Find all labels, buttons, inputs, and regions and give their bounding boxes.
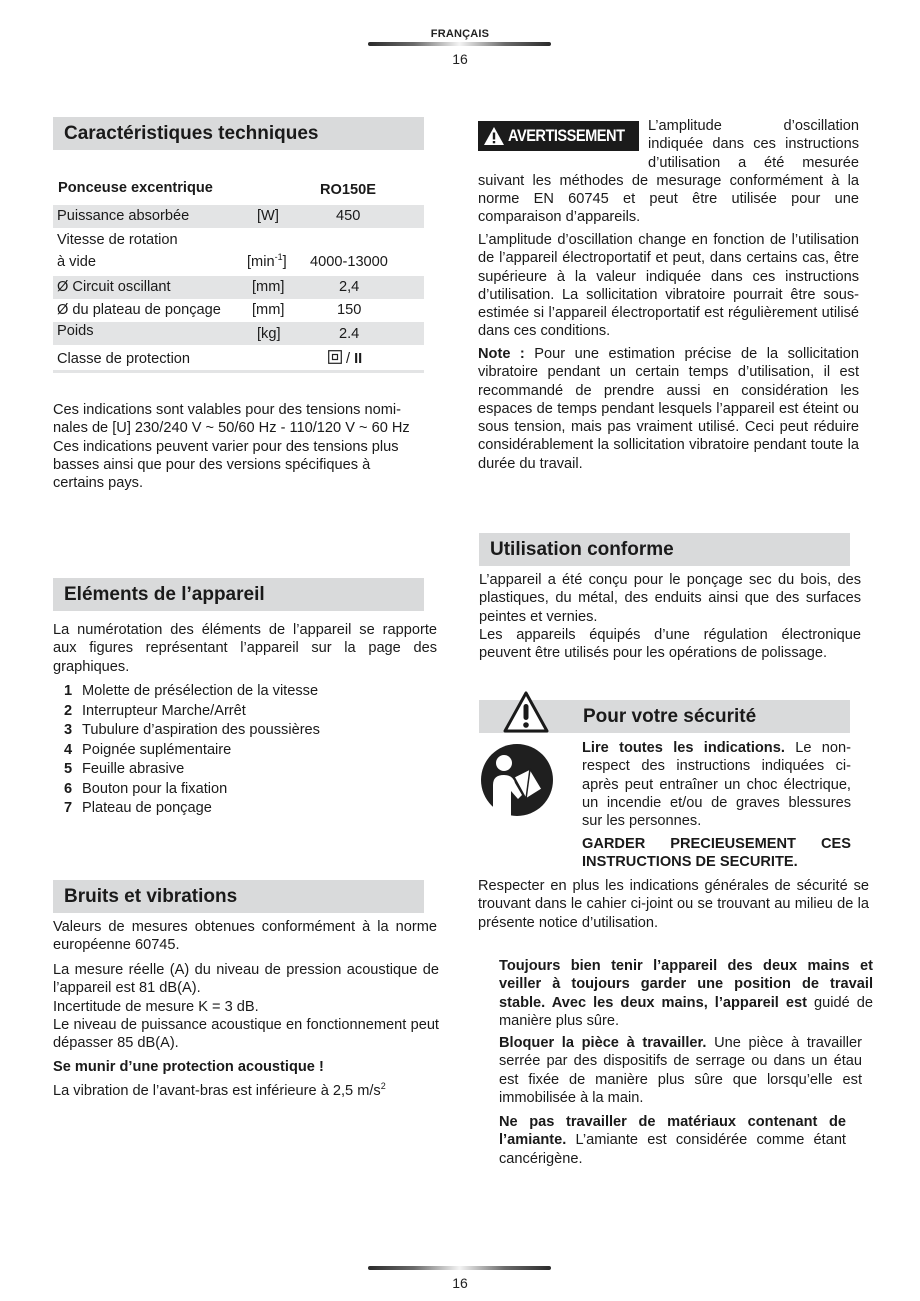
- vibration-paragraph: L’amplitude d’oscillation change en fonction de l’utilisation de l’appareil électroportatif et peut, dans certains cas, être supérieure à la valeur indiquée dans ces instructions d’utilisation. La sollicitation vibratoire pourrait être sous-estimée si l’appareil électroportatif est régulièrement utilisé dans ces conditions.: [478, 232, 859, 340]
- read-instructions: Lire toutes les indications. Le non-respect des instructions indiquées ci-après peut entraîner un choc électrique, un incendie et/ou de graves blessures sur les personnes.: [582, 740, 851, 830]
- spec-unit: [mm]: [252, 279, 285, 295]
- spec-unit: [mm]: [252, 302, 285, 318]
- section-title: Pour votre sécurité: [583, 706, 757, 727]
- spec-unit: $[\min^{-1}]$: [247, 252, 287, 270]
- spec-value: 450: [336, 208, 361, 224]
- spec-value: 150: [337, 302, 362, 318]
- spec-model: RO150E: [320, 182, 376, 198]
- spec-row: [53, 276, 424, 299]
- protection-class-value: / II: [346, 351, 363, 367]
- spec-row: [53, 205, 424, 228]
- list-item: 2 Interrupteur Marche/Arrêt: [64, 702, 246, 719]
- list-item: 6 Bouton pour la fixation: [64, 780, 228, 797]
- spec-row: [53, 322, 424, 345]
- voltage-note: Ces indications sont valables pour des tensions nomi- nales de [U] 230/240 V ~ 50/60 Hz - 110/120 V ~ 60 Hz Ces indications peuvent varier pour des tensions plus basses ainsi que pour des versions spécifiques à certains pays.: [53, 402, 410, 492]
- spec-label: Ø du plateau de ponçage: [57, 302, 221, 318]
- noise-measurements: La mesure réelle (A) du niveau de pression acoustique de l’appareil est 81 dB(A). Incertitude de mesure K = 3 dB. Le niveau de puissance acoustique en fonctionnement peut dépasser 85 dB(A).: [53, 962, 439, 1052]
- spec-label: Poids: [57, 323, 94, 339]
- spec-row: [53, 345, 424, 373]
- footer-divider: [368, 1266, 551, 1270]
- section-header-usage: [479, 533, 850, 566]
- spec-unit: [kg]: [257, 326, 281, 342]
- keep-instructions: GARDER PRECIEUSEMENT CES INSTRUCTIONS DE SECURITE.: [582, 836, 851, 871]
- page-number-top: 16: [452, 51, 468, 67]
- safety-rule: Toujours bien tenir l’appareil des deux mains et veiller à toujours garder une position de travail stable. Avec les deux mains, l’appareil est guidé de manière plus sûre.: [499, 958, 873, 1029]
- header-divider: [368, 42, 551, 46]
- noise-standard: Valeurs de mesures obtenues conformément à la norme européenne 60745.: [53, 919, 437, 954]
- read-manual-icon: [480, 741, 554, 819]
- list-item: 7 Plateau de ponçage: [64, 800, 212, 816]
- section-header-elements: [53, 578, 424, 611]
- spec-row: [53, 228, 424, 276]
- spec-label: Classe de protection: [57, 351, 191, 367]
- list-item: 4 Poignée suplémentaire: [64, 741, 232, 758]
- hearing-protection-warning: Se munir d’une protection acoustique !: [53, 1059, 324, 1075]
- spec-label-cont: à vide: [57, 254, 96, 270]
- general-safety: Respecter en plus les indications générales de sécurité se trouvant dans le cahier ci-joint ou se trouvant au milieu de la présente notice d’utilisation.: [478, 878, 869, 931]
- spec-label: Puissance absorbée: [57, 208, 190, 224]
- vibration-value: La vibration de l’avant-bras est inférieure à 2,5 $m/s^2$: [53, 1081, 386, 1099]
- spec-value: 2.4: [339, 326, 360, 342]
- spec-row: [53, 299, 424, 322]
- safety-rule: Bloquer la pièce à travailler. Une pièce à travailler serrée par des dispositifs de serrage ou dans un étau est fixée de manière plus sûre que lorsqu’elle est immobilisée à la main.: [499, 1035, 862, 1106]
- section-header-specs: [53, 117, 424, 150]
- page-number-bottom: 16: [452, 1275, 468, 1291]
- spec-label: Vitesse de rotation: [57, 232, 178, 248]
- list-item: 1 Molette de présélection de la vitesse: [64, 683, 319, 699]
- vibration-note: Note : Pour une estimation précise de la sollicitation vibratoire pendant un certain temps d’utilisation, il est recommandé de prendre aussi en considération les espaces de temps pendant lesquels l’appareil est éteint ou sous tension, mais pas vraiment utilisé. Ceci peut réduire considérablement la sollicitation vibratoire pendant toute la durée du travail.: [478, 346, 859, 472]
- section-title: Bruits et vibrations: [64, 886, 238, 907]
- warning-text: L’amplitude d’oscillation indiquée dans ces instructions d’utilisation a été mesurée suivant les méthodes de mesurage conformément à la norme EN 60745 et peut être utilisée pour une comparaison d’appareils.: [478, 118, 859, 226]
- usage-text: L’appareil a été conçu pour le ponçage sec du bois, des plastiques, du métal, des enduits ainsi que des surfaces peintes et vernies. Les appareils équipés d’une régulation électronique peuvent être utilisés pour les opérations de polissage.: [479, 572, 861, 662]
- warning-label: AVERTISSEMENT: [508, 126, 625, 145]
- list-item: 5 Feuille abrasive: [64, 761, 185, 777]
- safety-rule: Ne pas travailler de matériaux contenant de l’amiante. L’amiante est considérée comme étant cancérigène.: [499, 1114, 846, 1167]
- spec-value: 2,4: [339, 279, 360, 295]
- language-header: FRANÇAIS: [430, 28, 490, 40]
- elements-intro: La numérotation des éléments de l’appareil se rapporte aux figures représentant l’appareil sur la page des graphiques.: [53, 622, 437, 675]
- section-title: Caractéristiques techniques: [64, 123, 319, 144]
- spec-unit: [W]: [257, 208, 279, 224]
- section-header-noise: [53, 880, 424, 913]
- section-title: Eléments de l’appareil: [64, 584, 265, 605]
- double-insulation-icon: [328, 350, 342, 369]
- spec-label: Ø Circuit oscillant: [57, 279, 171, 295]
- elements-list: [53, 682, 433, 819]
- list-item: 3 Tubulure d’aspiration des poussières: [64, 722, 320, 738]
- warning-triangle-icon: [502, 690, 550, 734]
- spec-value: 4000-13000: [310, 254, 388, 270]
- spec-table: [53, 205, 424, 373]
- section-title: Utilisation conforme: [490, 539, 674, 560]
- spec-product-label: Ponceuse excentrique: [58, 180, 213, 196]
